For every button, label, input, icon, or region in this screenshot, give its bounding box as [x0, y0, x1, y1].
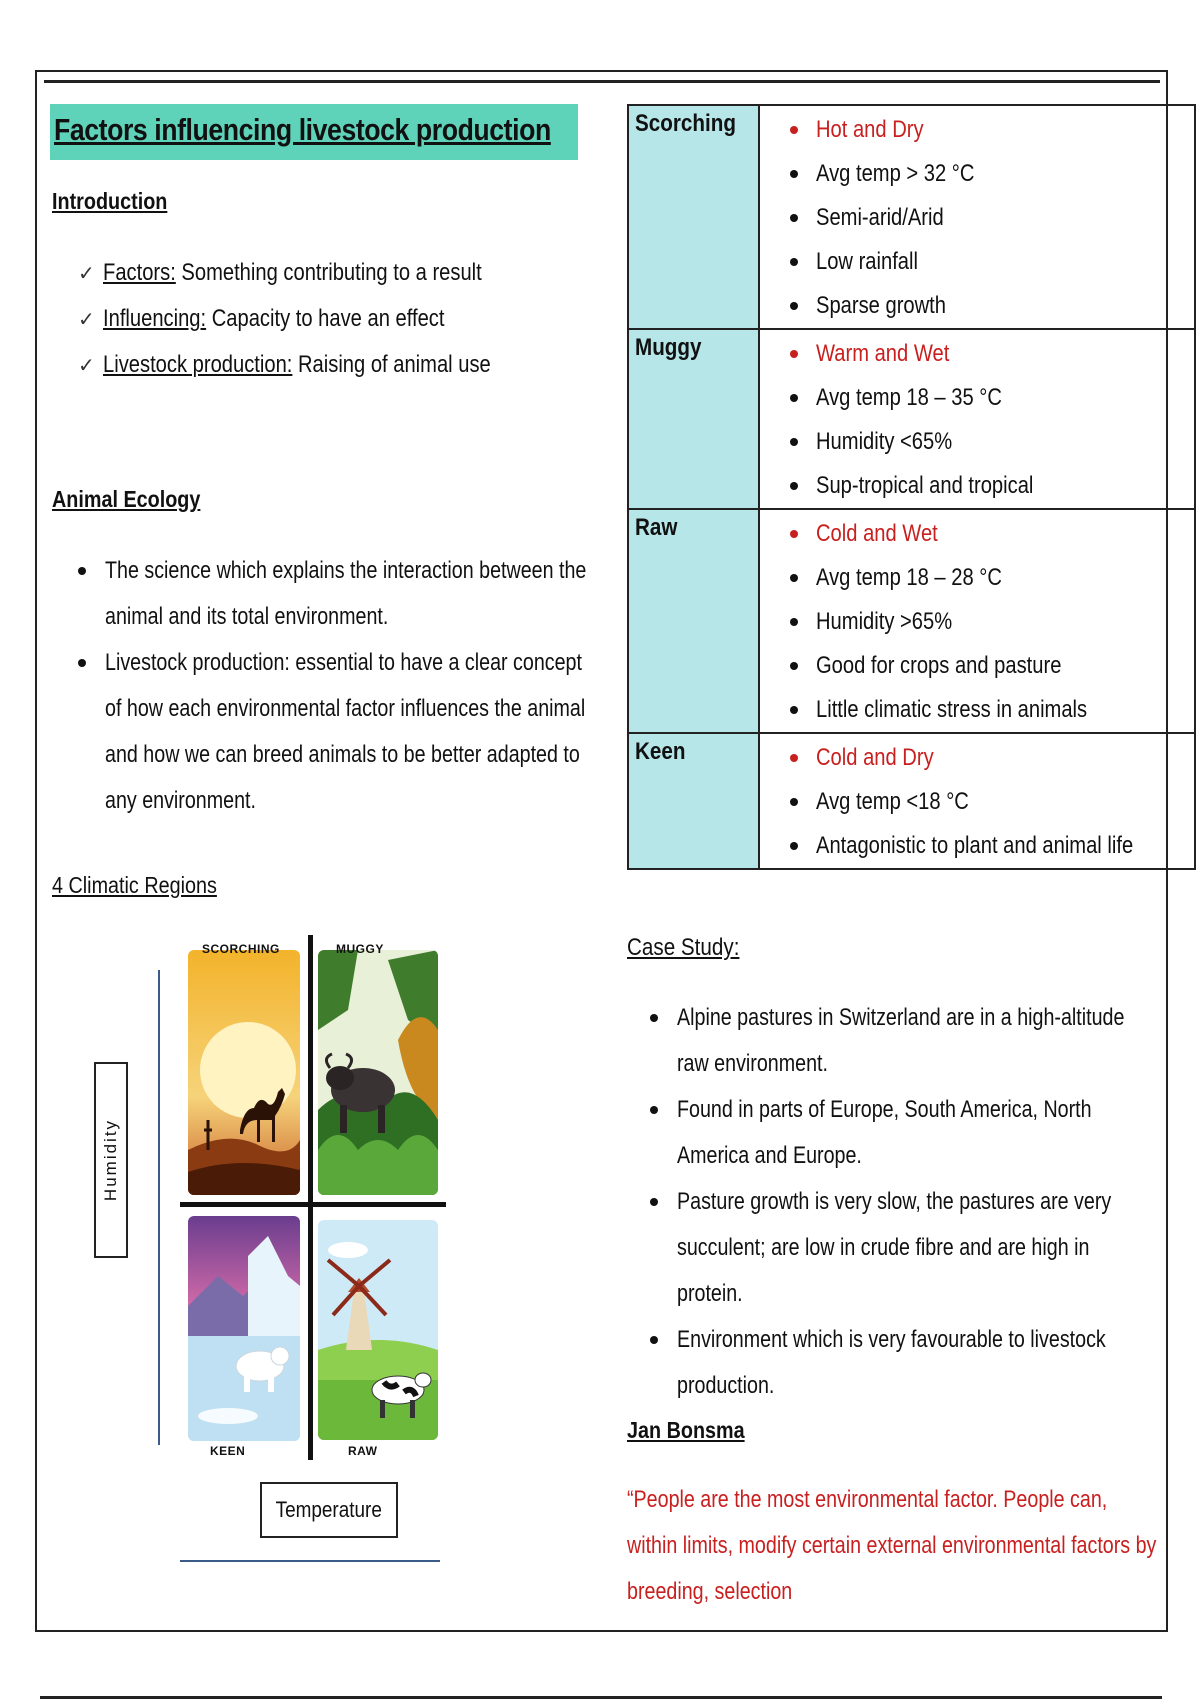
checkmark-icon: ✓: [78, 262, 95, 285]
humidity-axis: [158, 970, 160, 1445]
intro-item: [78, 342, 565, 388]
desert-camel-illustration: [188, 950, 300, 1195]
list-item: The science which explains the interaction between the animal and its total environment.: [78, 548, 598, 640]
introduction-list: [78, 250, 565, 388]
climatic-regions-figure: [90, 930, 490, 1570]
temperature-axis: [180, 1560, 440, 1562]
keen-quadrant-image: [188, 1216, 300, 1441]
introduction-heading: Introduction: [52, 188, 168, 214]
animal-ecology-heading: Animal Ecology: [52, 486, 201, 512]
keen-label: KEEN: [210, 1444, 246, 1458]
climatic-regions-heading: 4 Climatic Regions: [52, 872, 217, 898]
bottom-rule: [40, 1696, 1162, 1699]
list-item: Environment which is very favourable to livestock production.: [650, 1317, 1155, 1409]
case-study-list: [650, 995, 1155, 1409]
region-details-cell: [759, 509, 1195, 733]
raw-quadrant-image: [318, 1220, 438, 1440]
table-row: [628, 509, 1195, 733]
list-item: Avg temp 18 – 28 °C: [790, 556, 1194, 600]
table-row: [628, 329, 1195, 509]
list-item: Cold and Dry: [790, 736, 1194, 780]
case-study-heading: Case Study:: [627, 934, 740, 961]
jungle-buffalo-illustration: [318, 950, 438, 1195]
animal-ecology-list: [78, 548, 598, 824]
list-item: Warm and Wet: [790, 332, 1194, 376]
muggy-quadrant-image: [318, 950, 438, 1195]
region-name-cell: Muggy: [628, 329, 759, 509]
quadrant-divider-vertical: [308, 935, 313, 1460]
table-row: [628, 105, 1195, 329]
region-name-cell: Keen: [628, 733, 759, 869]
list-item: Humidity <65%: [790, 420, 1194, 464]
table-row: [628, 733, 1195, 869]
list-item: Cold and Wet: [790, 512, 1194, 556]
list-item: Alpine pastures in Switzerland are in a high-altitude raw environment.: [650, 995, 1155, 1087]
intro-term: Factors:: [103, 259, 176, 286]
list-item: Humidity >65%: [790, 600, 1194, 644]
list-item: Low rainfall: [790, 240, 1194, 284]
list-item: Semi-arid/Arid: [790, 196, 1194, 240]
intro-definition: Something contributing to a result: [175, 259, 482, 286]
region-details-cell: [759, 105, 1195, 329]
region-name-cell: Scorching: [628, 105, 759, 329]
polar-bear-illustration: [188, 1216, 300, 1441]
scorching-quadrant-image: [188, 950, 300, 1195]
region-name-cell: Raw: [628, 509, 759, 733]
checkmark-icon: ✓: [78, 308, 95, 331]
region-details-cell: [759, 329, 1195, 509]
region-details-cell: [759, 733, 1195, 869]
list-item: Livestock production: essential to have a clear concept of how each environmental factor influences the animal and how we can breed animals to be better adapted to any environment.: [78, 640, 598, 824]
temperature-label-box: [260, 1482, 398, 1538]
muggy-label: MUGGY: [336, 942, 384, 956]
temperature-label: Temperature: [275, 1497, 383, 1522]
intro-term: Influencing:: [103, 305, 207, 332]
list-item: Avg temp 18 – 35 °C: [790, 376, 1194, 420]
intro-item: [78, 296, 565, 342]
intro-term: Livestock production:: [103, 351, 293, 378]
humidity-label: Humidity: [101, 1118, 120, 1202]
list-item: Hot and Dry: [790, 108, 1194, 152]
list-item: Sup-tropical and tropical: [790, 464, 1194, 508]
top-rule: [44, 80, 1160, 83]
windmill-cow-illustration: [318, 1220, 438, 1440]
list-item: Pasture growth is very slow, the pastures are very succulent; are low in crude fibre and are high in protein.: [650, 1179, 1155, 1317]
intro-item: [78, 250, 565, 296]
list-item: Antagonistic to plant and animal life: [790, 824, 1194, 868]
list-item: Little climatic stress in animals: [790, 688, 1194, 732]
list-item: Good for crops and pasture: [790, 644, 1194, 688]
jan-bonsma-quote: “People are the most environmental factor. People can, within limits, modify certain external environmental factors by breeding, selection: [627, 1486, 1157, 1605]
jan-bonsma-heading: Jan Bonsma: [627, 1417, 745, 1443]
checkmark-icon: ✓: [78, 354, 95, 377]
list-item: Sparse growth: [790, 284, 1194, 328]
list-item: Found in parts of Europe, South America, North America and Europe.: [650, 1087, 1155, 1179]
humidity-label-box: [94, 1062, 128, 1258]
intro-definition: Raising of animal use: [292, 351, 491, 378]
page-title: Factors influencing livestock production: [54, 112, 551, 147]
intro-definition: Capacity to have an effect: [206, 305, 445, 332]
page-title-bar: [50, 104, 578, 160]
raw-label: RAW: [348, 1444, 378, 1458]
quadrant-divider-horizontal: [180, 1202, 446, 1207]
scorching-label: SCORCHING: [202, 942, 280, 956]
list-item: Avg temp <18 °C: [790, 780, 1194, 824]
climate-regions-table: [627, 104, 1196, 870]
list-item: Avg temp > 32 °C: [790, 152, 1194, 196]
